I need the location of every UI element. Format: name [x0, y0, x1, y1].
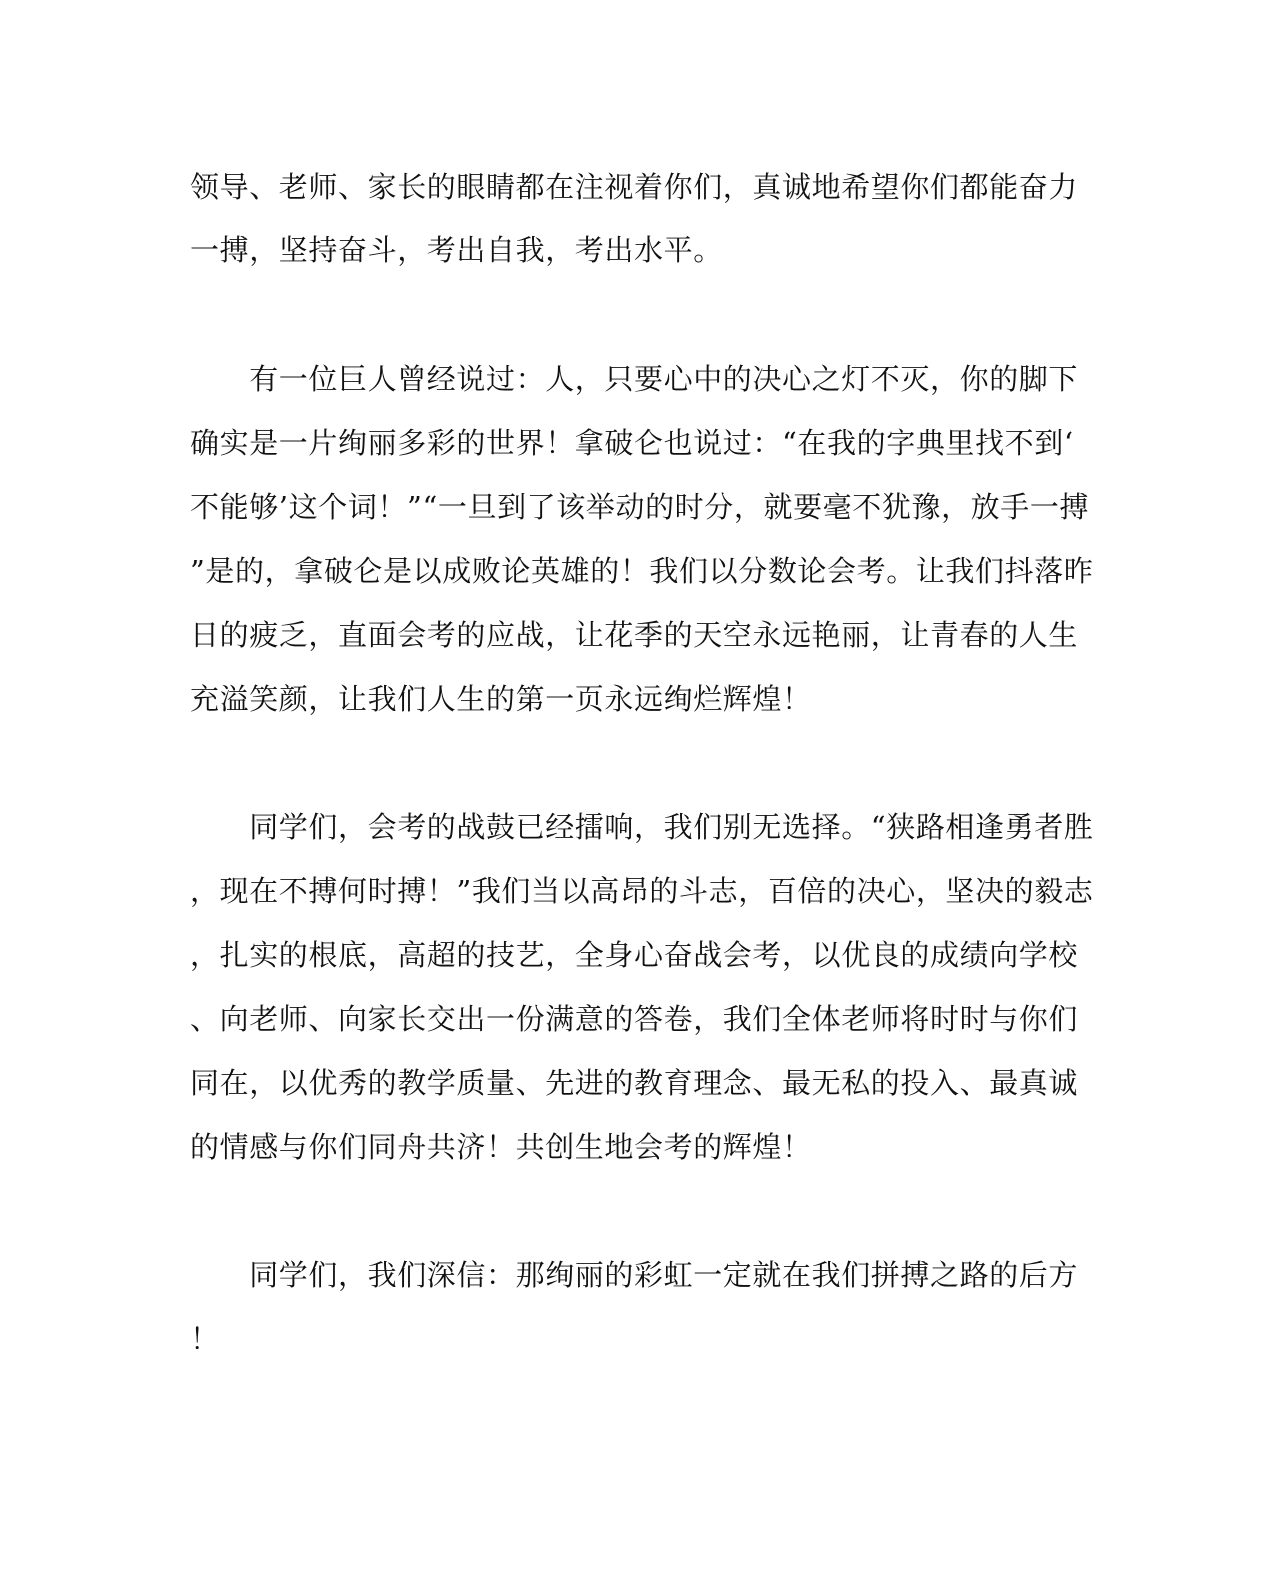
text-line: ，现在不搏何时搏！”我们当以高昂的斗志，百倍的决心，坚决的毅志	[190, 874, 1094, 908]
text-line: 同学们，会考的战鼓已经擂响，我们别无选择。“狭路相逢勇者胜	[190, 810, 1094, 844]
text-line: ！	[190, 1322, 220, 1356]
text-line: ”是的，拿破仑是以成败论英雄的！我们以分数论会考。让我们抖落昨	[190, 554, 1094, 588]
text-line: 领导、老师、家长的眼睛都在注视着你们，真诚地希望你们都能奋力	[190, 170, 1079, 204]
text-line: 日的疲乏，直面会考的应战，让花季的天空永远艳丽，让青春的人生	[190, 618, 1079, 652]
text-line: 同学们，我们深信：那绚丽的彩虹一定就在我们拼搏之路的后方	[190, 1258, 1079, 1292]
text-line: 、向老师、向家长交出一份满意的答卷，我们全体老师将时时与你们	[190, 1002, 1079, 1036]
text-line: 确实是一片绚丽多彩的世界！拿破仑也说过：“在我的字典里找不到‘	[190, 426, 1074, 460]
text-line: 不能够’这个词！”“一旦到了该举动的时分，就要毫不犹豫，放手一搏	[190, 490, 1090, 524]
text-line: ，扎实的根底，高超的技艺，全身心奋战会考，以优良的成绩向学校	[190, 938, 1079, 972]
text-line: 一搏，坚持奋斗，考出自我，考出水平。	[190, 233, 723, 267]
text-line: 充溢笑颜，让我们人生的第一页永远绚烂辉煌！	[190, 682, 812, 716]
text-line: 同在，以优秀的教学质量、先进的教育理念、最无私的投入、最真诚	[190, 1066, 1079, 1100]
text-line: 有一位巨人曾经说过：人，只要心中的决心之灯不灭，你的脚下	[190, 362, 1079, 396]
text-line: 的情感与你们同舟共济！共创生地会考的辉煌！	[190, 1130, 812, 1164]
